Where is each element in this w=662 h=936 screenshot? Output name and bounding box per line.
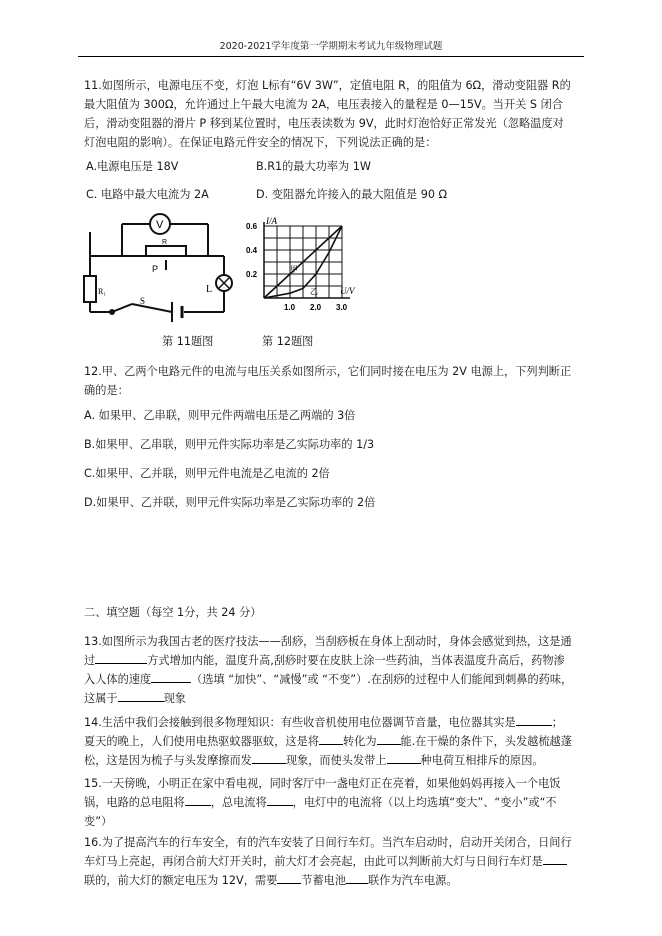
y-axis-label: I/A xyxy=(266,216,277,226)
q13-blank-1[interactable] xyxy=(95,651,147,664)
figure-11-circuit xyxy=(82,212,242,324)
q16-text xyxy=(84,833,574,890)
q16-part-2: 联的，前大灯的额定电压为 12V，需要 xyxy=(84,874,278,887)
q11-option-a: A.电源电压是 18V xyxy=(86,160,179,173)
q16-blank-3[interactable] xyxy=(346,871,368,884)
x-tick-label: 3.0 xyxy=(336,303,348,312)
x-axis-label: U/V xyxy=(340,286,355,296)
q16-part-3: 节蓄电池 xyxy=(301,874,347,887)
x-tick-label: 1.0 xyxy=(284,303,296,312)
q16-blank-2[interactable] xyxy=(277,871,301,884)
curve-label-yi: 乙 xyxy=(310,287,318,296)
q12-option-a: A. 如果甲、乙串联，则甲元件两端电压是乙两端的 3倍 xyxy=(84,409,356,422)
resistor-label: R₁ xyxy=(98,287,107,296)
y-tick-label: 0.4 xyxy=(246,246,258,255)
figure-12-caption: 第 12题图 xyxy=(262,335,314,348)
q14-blank-2[interactable] xyxy=(319,732,343,745)
figure-12-chart xyxy=(244,214,362,322)
q11-option-c: C. 电路中最大电流为 2A xyxy=(86,188,209,201)
y-tick-label: 0.6 xyxy=(246,222,258,231)
q14-part-4: 能.在干燥的条件下，头发越梳越蓬松，这是因为梳子与头发摩擦而发 xyxy=(84,735,572,767)
q13-blank-2[interactable] xyxy=(151,670,191,683)
q13-part-2: 方式增加内能，温度升高,刮痧时要在皮肤上涂一些药油，当体表温度升高后，药物渗入人体的速度 xyxy=(84,654,565,686)
slider-label: P xyxy=(152,264,159,274)
q13-part-3: （选填 “加快”、“减慢”或 “不变”）.在刮痧的过程中人们能闻到刺鼻的药味，这属于 xyxy=(84,673,573,705)
q14-blank-4[interactable] xyxy=(252,751,286,764)
q15-text xyxy=(84,774,574,831)
q12-option-d: D.如果甲、乙并联，则甲元件实际功率是乙实际功率的 2倍 xyxy=(84,496,376,509)
q12-stem: 12.甲、乙两个电路元件的电流与电压关系如图所示，它们同时接在电压为 2V 电源上，下列判断正确的是： xyxy=(84,365,572,397)
q14-part-3: 转化为 xyxy=(342,735,377,748)
rheostat-label: R xyxy=(162,239,168,246)
q11-option-d: D. 变阻器允许接入的最大阻值是 90 Ω xyxy=(256,188,448,201)
voltmeter-label: V xyxy=(156,219,164,231)
q11-stem: 11.如图所示，电源电压不变，灯泡 L标有“6V 3W”，定值电阻 R，的阻值为 6Ω，滑动变阻器 R的最大阻值为 300Ω，允许通过上午最大电流为 2A，电压表接入的量程是 0—15V。当开关 S 闭合后，滑动变阻器的滑片 P 移到某位置时，电压表读数为 9V，此时灯泡恰好正常发光（忽略温度对灯泡电阻的影响）。在保证电路元件安全的情况下，下列说法正确的是： xyxy=(84,79,571,149)
q14-part-5: 现象，而使头发带上 xyxy=(285,754,387,767)
q13-text xyxy=(84,632,574,708)
page-header: 2020-2021学年度第一学期期末考试九年级物理试题 xyxy=(219,41,443,52)
q11-option-b: B.R1的最大功率为 1W xyxy=(256,160,371,173)
q15-part-2: ，总电流将 xyxy=(210,796,267,809)
q15-blank-1[interactable] xyxy=(185,793,211,806)
q13-part-4: 现象 xyxy=(163,692,186,705)
q14-part-1: 14.生活中我们会接触到很多物理知识：有些收音机使用电位器调节音量，电位器其实是 xyxy=(84,716,516,729)
q13-part-1: 13.如图所示为我国古老的医疗技法——刮痧，当刮痧板在身体上刮动时，身体会感觉到热，这是通过 xyxy=(84,635,572,667)
lamp-label: L xyxy=(206,284,213,295)
q12-option-b: B.如果甲、乙串联，则甲元件实际功率是乙实际功率的 1/3 xyxy=(84,438,375,451)
q15-part-3: ，电灯中的电流将（以上均选填“变大”、“变小”或“不变”） xyxy=(84,796,557,828)
switch-label: S xyxy=(140,296,146,306)
q14-part-2: ；夏天的晚上，人们使用电热驱蚊器驱蚊，这是将 xyxy=(84,716,563,748)
q15-blank-2[interactable] xyxy=(267,793,293,806)
x-tick-label: 2.0 xyxy=(310,303,322,312)
q16-blank-1[interactable] xyxy=(543,852,567,865)
q13-blank-3[interactable] xyxy=(118,689,164,702)
q14-blank-3[interactable] xyxy=(377,732,401,745)
q16-part-1: 16.为了提高汽车的行车安全，有的汽车安装了日间行车灯。当汽车启动时，启动开关闭合，日间行车灯马上亮起，再闭合前大灯开关时，前大灯才会亮起，由此可以判断前大灯与日间行车灯是 xyxy=(84,836,572,868)
y-tick-label: 0.2 xyxy=(246,270,258,279)
q14-blank-5[interactable] xyxy=(387,751,421,764)
q14-part-6: 种电荷互相排斥的原因。 xyxy=(420,754,544,767)
section-2-title: 二、填空题（每空 1分，共 24 分） xyxy=(84,606,262,619)
q14-text xyxy=(84,713,574,770)
q12-option-c: C.如果甲、乙并联，则甲元件电流是乙电流的 2倍 xyxy=(84,467,330,480)
curve-label-jia: 甲 xyxy=(290,265,298,274)
q15-part-1: 15.一天傍晚，小明正在家中看电视，同时客厅中一盏电灯正在亮着，如果他妈妈再接入一个电饭锅，电路的总电阻将 xyxy=(84,777,561,809)
q16-part-4: 联作为汽车电源。 xyxy=(368,874,458,887)
figure-11-caption: 第 11题图 xyxy=(162,335,214,348)
q14-blank-1[interactable] xyxy=(516,713,552,726)
header-rule xyxy=(78,56,584,57)
